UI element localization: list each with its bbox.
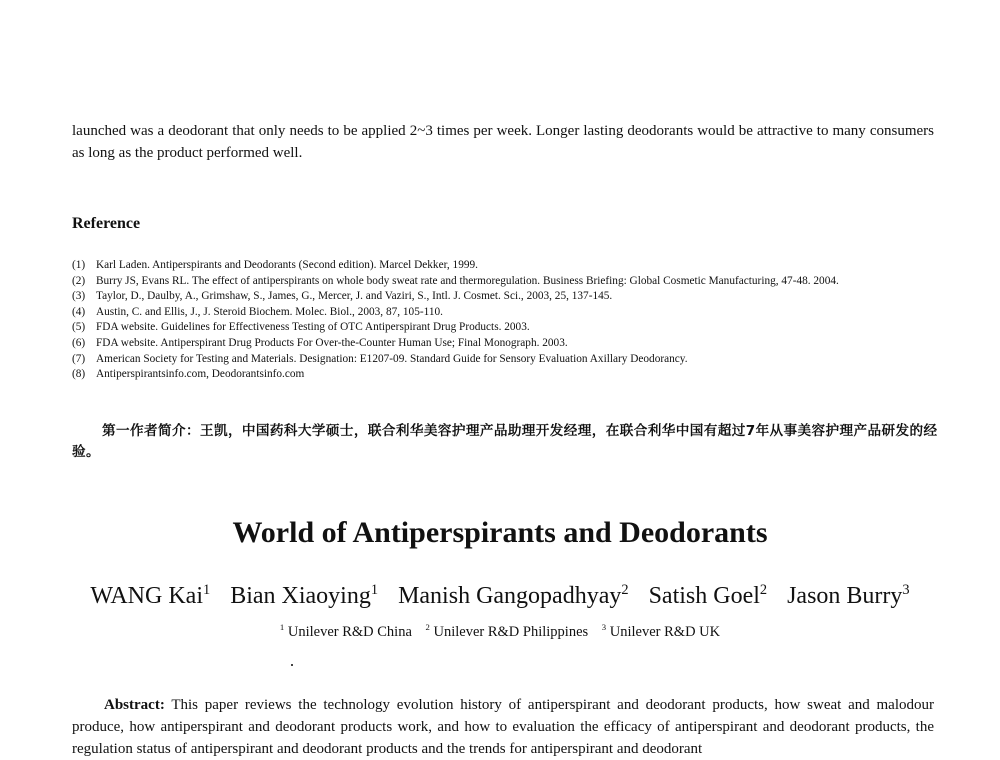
abstract-label: Abstract: bbox=[104, 697, 165, 713]
affiliation: $^3$ Unilever R&D UK bbox=[601, 622, 721, 640]
reference-number: (4) bbox=[72, 305, 86, 318]
affiliation-marker: 2 bbox=[621, 582, 629, 598]
affiliation-marker: 1 bbox=[203, 582, 211, 598]
reference-text: American Society for Testing and Materials. Designation: E1207-09. Standard Guide for Sensory Evaluation Axillary Deodorancy. bbox=[96, 352, 688, 365]
affiliation-marker: 3 bbox=[902, 582, 910, 598]
reference-item bbox=[72, 274, 937, 290]
reference-list bbox=[72, 258, 937, 383]
author-name: Satish Goel$^2$ bbox=[648, 582, 768, 609]
author-name: Bian Xiaoying$^1$ bbox=[230, 582, 379, 609]
reference-number: (1) bbox=[72, 259, 86, 271]
reference-number: (7) bbox=[72, 352, 86, 365]
reference-item bbox=[72, 320, 937, 336]
reference-text: FDA website. Antiperspirant Drug Products For Over-the-Counter Human Use; Final Monograph. 2003. bbox=[96, 336, 568, 349]
reference-number: (6) bbox=[72, 336, 86, 349]
author-name: Manish Gangopadhyay$^2$ bbox=[398, 582, 629, 609]
intro-paragraph: launched was a deodorant that only needs to be applied 2~3 times per week. Longer lasting deodorants would be attractive to many consumers as long as the product performed well. bbox=[72, 123, 934, 161]
reference-item bbox=[72, 289, 937, 305]
affiliation-marker: 1 bbox=[370, 582, 379, 598]
reference-item bbox=[72, 352, 937, 368]
author-list bbox=[0, 583, 1000, 610]
reference-item bbox=[72, 367, 937, 383]
affiliation: $^1$ Unilever R&D China bbox=[279, 622, 412, 640]
reference-text: Antiperspirantsinfo.com, Deodorantsinfo.com bbox=[96, 368, 305, 381]
reference-text: Karl Laden. Antiperspirants and Deodorants (Second edition). Marcel Dekker, 1999. bbox=[96, 259, 478, 271]
reference-number: (8) bbox=[72, 368, 86, 381]
reference-number: (5) bbox=[72, 321, 86, 334]
paper-title: World of Antiperspirants and Deodorants bbox=[232, 516, 768, 549]
affiliation: $^2$ Unilever R&D Philippines bbox=[425, 622, 589, 640]
reference-text: Taylor, D., Daulby, A., Grimshaw, S., James, G., Mercer, J. and Vaziri, S., Intl. J. Cosmet. Sci., 2003, 25, 137-145. bbox=[96, 290, 613, 303]
reference-text: Burry JS, Evans RL. The effect of antiperspirants on whole body sweat rate and thermoregulation. Business Briefing: Global Cosmetic Manufacturing, 47-48. 2004. bbox=[96, 274, 839, 287]
stray-mark bbox=[291, 664, 293, 666]
affiliation-list bbox=[0, 624, 1000, 641]
reference-item bbox=[72, 305, 937, 321]
reference-item bbox=[72, 258, 937, 274]
reference-number: (3) bbox=[72, 290, 86, 303]
reference-heading: Reference bbox=[72, 215, 141, 232]
reference-text: Austin, C. and Ellis, J., J. Steroid Biochem. Molec. Biol., 2003, 87, 105-110. bbox=[96, 305, 443, 318]
author-bio-chinese: 第一作者简介：王凯，中国药科大学硕士，联合利华美容护理产品助理开发经理，在联合利华中国有超过7年从事美容护理产品研发的经验。 bbox=[72, 423, 938, 460]
reference-item bbox=[72, 336, 937, 352]
reference-text: FDA website. Guidelines for Effectiveness Testing of OTC Antiperspirant Drug Products. 2003. bbox=[96, 321, 530, 334]
reference-number: (2) bbox=[72, 274, 86, 287]
abstract-text: This paper reviews the technology evolution history of antiperspirant and deodorant products, how sweat and malodour produce, how antiperspirant and deodorant products work, and how to evaluation the efficacy of antiperspirant and deodorant products, the regulation status of antiperspirant and deodorant products and the trends for antiperspirant and deodorant bbox=[72, 697, 934, 757]
author-name: WANG Kai$^1$ bbox=[90, 582, 211, 609]
author-name: Jason Burry$^3$ bbox=[787, 582, 910, 609]
abstract-paragraph bbox=[72, 694, 934, 760]
affiliation-marker: 2 bbox=[759, 582, 768, 598]
